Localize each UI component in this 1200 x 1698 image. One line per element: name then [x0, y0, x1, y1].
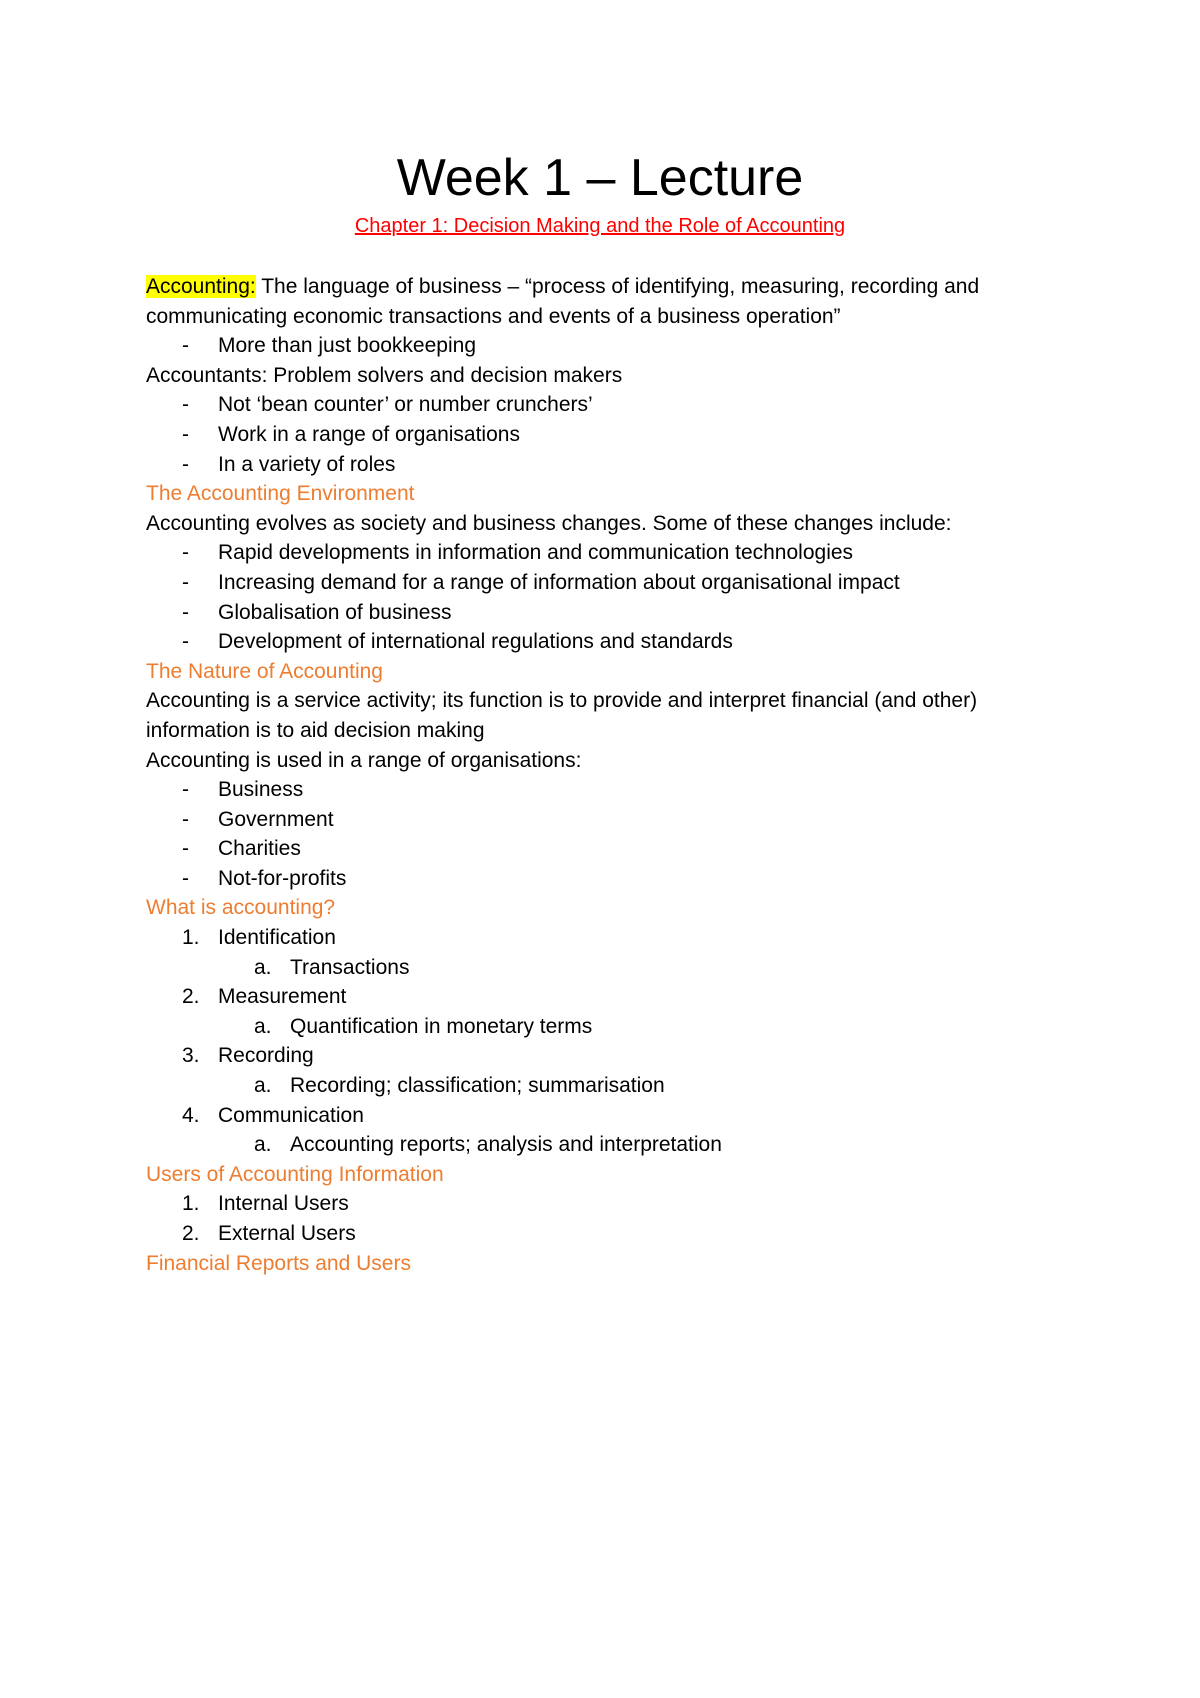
list-item: - Not-for-profits — [146, 864, 1066, 894]
list-item: - More than just bookkeeping — [146, 331, 1066, 361]
list-item: - Work in a range of organisations — [146, 420, 1066, 450]
bullet-mark: - — [182, 393, 189, 417]
accounting-definition-text: The language of business – “process of identifying, measuring, recording and communicating economic transactions and events of a business operation” — [146, 275, 980, 328]
environment-text: Accounting evolves as society and business changes. Some of these changes include: — [146, 511, 952, 535]
sub-item: a. Quantification in monetary terms — [254, 1014, 593, 1038]
accounting-term: Accounting: — [146, 275, 256, 298]
section-heading-reports: Financial Reports and Users — [146, 1251, 411, 1275]
bullet-mark: - — [182, 334, 189, 358]
sub-item: a. Recording; classification; summarisation — [254, 1074, 665, 1098]
bullet-mark: - — [182, 630, 189, 654]
numbered-item: 2. Measurement — [182, 985, 347, 1009]
numbered-item: 4. Communication — [182, 1103, 364, 1127]
numbered-item: 1. Internal Users — [182, 1192, 349, 1216]
bullet-mark: - — [182, 570, 189, 594]
bullet-mark: - — [182, 541, 189, 565]
bullet-mark: - — [182, 778, 189, 802]
bullet-mark: - — [182, 600, 189, 624]
document-body — [146, 272, 1066, 1278]
accounting-definition — [146, 272, 1066, 331]
numbered-item: 1. Identification — [182, 926, 336, 950]
bullet-mark: - — [182, 837, 189, 861]
list-item: - Globalisation of business — [146, 598, 1066, 628]
chapter-subtitle: Chapter 1: Decision Making and the Role of Accounting — [354, 215, 846, 237]
list-item: - Charities — [146, 834, 1066, 864]
bullet-mark: - — [182, 452, 189, 476]
sub-item: a. Transactions — [254, 955, 410, 979]
numbered-item: 3. Recording — [182, 1044, 314, 1068]
accountants-text: Accountants: Problem solvers and decision makers — [146, 363, 623, 387]
list-item: - Increasing demand for a range of information about organisational impact — [146, 568, 1066, 598]
list-item: - Rapid developments in information and communication technologies — [146, 538, 1066, 568]
sub-item: a. Accounting reports; analysis and interpretation — [254, 1133, 722, 1157]
section-heading-what: What is accounting? — [146, 896, 336, 920]
section-heading-environment: The Accounting Environment — [146, 482, 415, 506]
list-item: - Development of international regulations and standards — [146, 627, 1066, 657]
bullet-mark: - — [182, 866, 189, 890]
bullet-mark: - — [182, 807, 189, 831]
bullet-mark: - — [182, 422, 189, 446]
nature-text: Accounting is a service activity; its function is to provide and interpret financial (and other) information is to aid decision making — [146, 689, 978, 742]
list-item: - Business — [146, 775, 1066, 805]
list-item: - Not ‘bean counter’ or number crunchers’ — [146, 390, 1066, 420]
nature-text-organisations: Accounting is used in a range of organisations: — [146, 748, 582, 772]
numbered-item: 2. External Users — [182, 1222, 356, 1245]
list-item: - In a variety of roles — [146, 450, 1066, 480]
list-item: - Government — [146, 805, 1066, 835]
page-title: Week 1 – Lecture — [396, 149, 804, 207]
section-heading-users: Users of Accounting Information — [146, 1162, 444, 1186]
section-heading-nature: The Nature of Accounting — [146, 659, 383, 683]
